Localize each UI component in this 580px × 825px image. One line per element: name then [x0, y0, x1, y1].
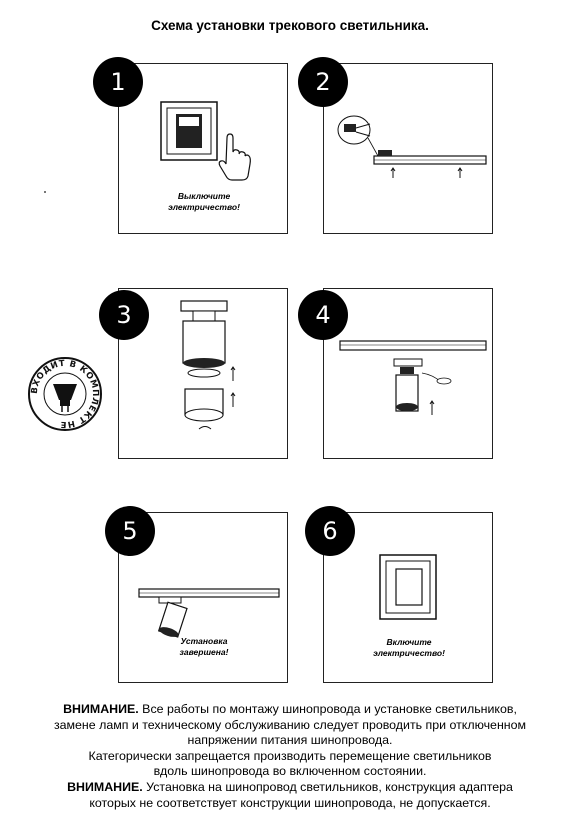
safety-notes	[10, 702, 570, 811]
prohibition-note: Категорически запрещается производить перемещение светильников вдоль шинопровода во включенном состоянии.	[88, 748, 492, 779]
step-2-badge: 2	[298, 57, 348, 107]
lamp-bulb-icon	[53, 384, 77, 412]
not-included-stamp	[27, 356, 103, 432]
step-4-badge: 4	[298, 290, 348, 340]
warning-1: ВНИМАНИЕ. Все работы по монтажу шинопровода и установке светильников, замене ламп и техническому обслуживанию следует проводить при отключенном напряжении питания шинопровода.	[53, 702, 527, 748]
step-5-caption: Установка завершена!	[179, 636, 229, 657]
track-mount-illustration	[324, 289, 494, 460]
step-6-badge: 6	[305, 506, 355, 556]
hand-pointer-icon	[219, 134, 250, 180]
step-2-panel	[323, 63, 493, 234]
step-1-badge: 1	[93, 57, 143, 107]
stray-dot	[44, 191, 46, 193]
stamp-text: ВХОДИТ В КОМПЛЕКТ НЕ	[29, 358, 101, 430]
step-4-panel	[323, 288, 493, 459]
step-6-caption: Включите электричество!	[373, 637, 445, 658]
step-3-badge: 3	[99, 290, 149, 340]
track-wiring-illustration	[324, 64, 494, 235]
page-title: Схема установки трекового светильника.	[151, 18, 429, 33]
step-1-caption: Выключите электричество!	[168, 191, 240, 212]
step-5-badge: 5	[105, 506, 155, 556]
warning-2: ВНИМАНИЕ. Установка на шинопровод светильников, конструкция адаптера которых не соответствует конструкции шинопровода, не допускается.	[67, 779, 513, 810]
step-1-panel	[118, 63, 288, 234]
